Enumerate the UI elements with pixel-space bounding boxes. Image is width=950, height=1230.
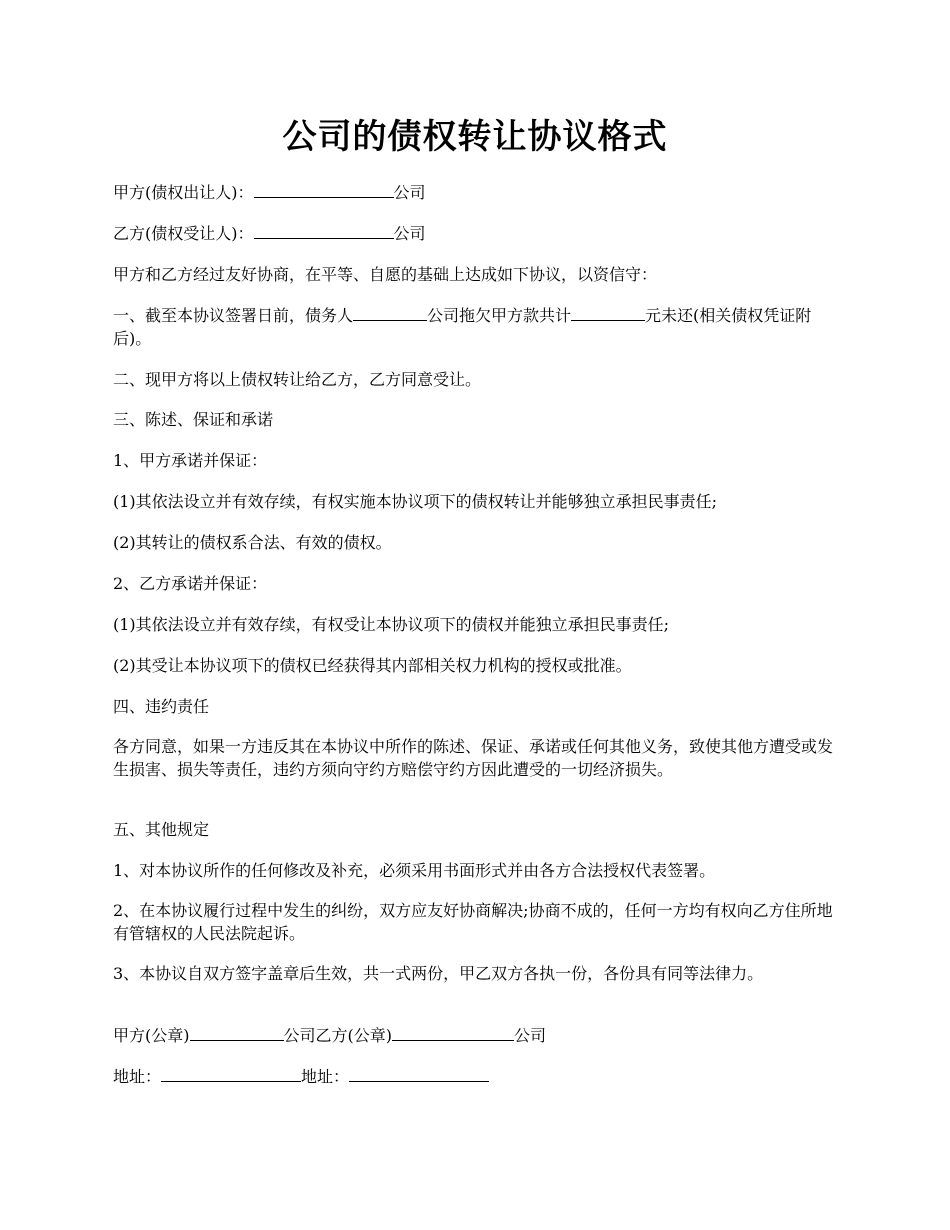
clause-1-part3: 元未还(相关债权凭证附后)。 [113,306,812,348]
party-b-suffix: 公司 [393,224,426,243]
party-b-blank [254,224,394,239]
clause-2-paragraph: 二、现甲方将以上债权转让给乙方，乙方同意受让。 [113,370,482,389]
signature-a-blank [190,1026,284,1041]
clause-3-heading: 三、陈述、保证和承诺 [113,410,274,429]
clause-3-2-a: (1)其依法设立并有效存续，有权受让本协议项下的债权并能独立承担民事责任; [113,615,670,634]
document-title: 公司的债权转让协议格式 [282,117,668,157]
clause-5-heading: 五、其他规定 [113,820,210,839]
address-b-blank [349,1067,489,1082]
clause-1-part2: 公司拖欠甲方款共计 [427,306,572,325]
debtor-blank [353,306,427,321]
signature-b-suffix: 公司 [514,1026,547,1045]
address-a-blank [161,1067,301,1082]
clause-3-1-a: (1)其依法设立并有效存续，有权实施本协议项下的债权转让并能够独立承担民事责任; [113,492,718,511]
clause-3-2: 2、乙方承诺并保证： [113,574,268,593]
address-line [113,1065,840,1088]
party-a-line [113,181,840,204]
party-a-suffix: 公司 [393,183,426,202]
signature-a-suffix: 公司 [283,1026,316,1045]
amount-blank [571,306,645,321]
clause-3-1: 1、甲方承诺并保证： [113,451,268,470]
intro-paragraph: 甲方和乙方经过友好协商，在平等、自愿的基础上达成如下协议，以资信守： [113,265,658,284]
party-a-blank [254,183,394,198]
party-b-label: 乙方(债权受让人)： [113,224,254,243]
clause-1-paragraph [113,304,840,350]
clause-3-1-b: (2)其转让的债权系合法、有效的债权。 [113,533,392,552]
clause-1-part1: 一、截至本协议签署日前，债务人 [113,306,354,325]
clause-3-2-b: (2)其受让本协议项下的债权已经获得其内部相关权力机构的授权或批准。 [113,656,632,675]
address-a-label: 地址： [113,1067,162,1086]
signature-a-label: 甲方(公章) [113,1026,190,1045]
signature-b-label: 乙方(公章) [315,1026,393,1045]
address-b-label: 地址： [301,1067,350,1086]
party-a-label: 甲方(债权出让人)： [113,183,254,202]
clause-5-1: 1、对本协议所作的任何修改及补充，必须采用书面形式并由各方合法授权代表签署。 [113,861,716,880]
clause-5-2: 2、在本协议履行过程中发生的纠纷，双方应友好协商解决;协商不成的，任何一方均有权向乙方住所地有管辖权的人民法院起诉。 [113,901,833,943]
party-b-line [113,222,840,245]
signature-b-blank [392,1026,514,1041]
clause-4-heading: 四、违约责任 [113,697,210,716]
clause-4-body: 各方同意，如果一方违反其在本协议中所作的陈述、保证、承诺或任何其他义务，致使其他方遭受或发生损害、损失等责任，违约方须向守约方赔偿守约方因此遭受的一切经济损失。 [113,737,834,779]
clause-5-3: 3、本协议自双方签字盖章后生效，共一式两份，甲乙双方各执一份，各份具有同等法律力。 [113,964,764,983]
signature-line [113,1024,840,1047]
